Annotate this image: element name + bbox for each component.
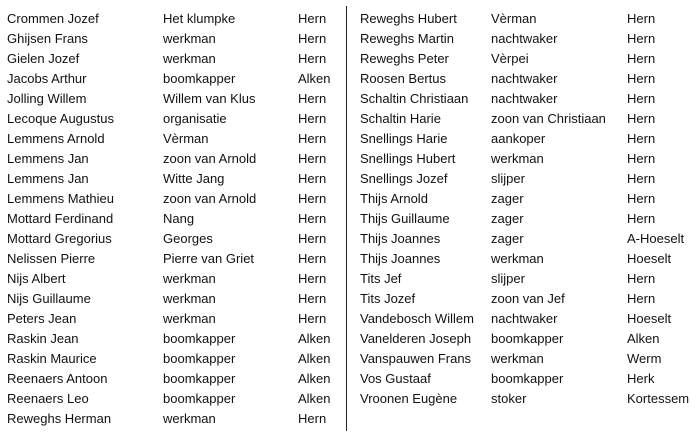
person-name-cell: Peters Jean	[7, 311, 77, 326]
person-name-cell: Reweghs Herman	[7, 411, 112, 426]
nickname-occupation-cell: werkman	[491, 251, 544, 266]
table-row	[353, 69, 698, 89]
person-name-cell: Mottard Ferdinand	[7, 211, 114, 226]
place-cell: Hern	[627, 111, 656, 126]
person-name-cell: Thijs Guillaume	[360, 211, 450, 226]
person-name-cell: Reweghs Martin	[360, 31, 454, 46]
nickname-occupation-cell: nachtwaker	[491, 31, 558, 46]
place-cell: Hern	[627, 131, 656, 146]
place-cell: Alken	[298, 391, 331, 406]
table-row	[0, 409, 345, 429]
table-row	[0, 89, 345, 109]
table-row	[0, 229, 345, 249]
left-name-table	[0, 9, 345, 429]
table-row	[0, 269, 345, 289]
place-cell: Hern	[627, 71, 656, 86]
place-cell: Hern	[627, 171, 656, 186]
table-row	[353, 369, 698, 389]
place-cell: Alken	[298, 371, 331, 386]
place-cell: Werm	[627, 351, 662, 366]
person-name-cell: Reenaers Leo	[7, 391, 89, 406]
person-name-cell: Reweghs Hubert	[360, 11, 457, 26]
person-name-cell: Vandebosch Willem	[360, 311, 474, 326]
nickname-occupation-cell: slijper	[491, 171, 525, 186]
place-cell: Hern	[627, 271, 656, 286]
place-cell: A-Hoeselt	[627, 231, 685, 246]
table-row	[0, 369, 345, 389]
nickname-occupation-cell: Willem van Klus	[163, 91, 256, 106]
person-name-cell: Jolling Willem	[7, 91, 87, 106]
place-cell: Hern	[298, 151, 327, 166]
place-cell: Herk	[627, 371, 655, 386]
table-row	[353, 149, 698, 169]
person-name-cell: Lemmens Jan	[7, 151, 89, 166]
nickname-occupation-cell: zager	[491, 191, 524, 206]
nickname-occupation-cell: boomkapper	[491, 371, 564, 386]
table-row	[0, 189, 345, 209]
place-cell: Hern	[298, 271, 327, 286]
nickname-occupation-cell: boomkapper	[163, 331, 236, 346]
place-cell: Alken	[298, 71, 331, 86]
place-cell: Hern	[298, 111, 327, 126]
table-row	[353, 209, 698, 229]
place-cell: Hern	[298, 171, 327, 186]
person-name-cell: Jacobs Arthur	[7, 71, 87, 86]
person-name-cell: Thijs Arnold	[360, 191, 428, 206]
table-row	[353, 189, 698, 209]
place-cell: Kortessem	[627, 391, 690, 406]
person-name-cell: Tits Jef	[360, 271, 402, 286]
person-name-cell: Tits Jozef	[360, 291, 416, 306]
table-row	[353, 289, 698, 309]
nickname-occupation-cell: zager	[491, 231, 524, 246]
nickname-occupation-cell: Georges	[163, 231, 213, 246]
nickname-occupation-cell: nachtwaker	[491, 311, 558, 326]
table-row	[0, 349, 345, 369]
person-name-cell: Lemmens Jan	[7, 171, 89, 186]
person-name-cell: Thijs Joannes	[360, 251, 441, 266]
person-name-cell: Thijs Joannes	[360, 231, 441, 246]
nickname-occupation-cell: zoon van Arnold	[163, 151, 257, 166]
table-row	[0, 249, 345, 269]
nickname-occupation-cell: werkman	[163, 51, 216, 66]
column-divider	[346, 6, 347, 431]
place-cell: Hern	[627, 91, 656, 106]
table-row	[0, 209, 345, 229]
table-row	[0, 29, 345, 49]
place-cell: Hern	[298, 291, 327, 306]
person-name-cell: Snellings Jozef	[360, 171, 448, 186]
nickname-occupation-cell: werkman	[163, 31, 216, 46]
person-name-cell: Nelissen Pierre	[7, 251, 96, 266]
table-row	[353, 249, 698, 269]
table-row	[0, 129, 345, 149]
person-name-cell: Vos Gustaaf	[360, 371, 431, 386]
person-name-cell: Vanelderen Joseph	[360, 331, 472, 346]
nickname-occupation-cell: zoon van Christiaan	[491, 111, 606, 126]
table-row	[353, 229, 698, 249]
place-cell: Hern	[298, 211, 327, 226]
table-row	[0, 149, 345, 169]
person-name-cell: Schaltin Christiaan	[360, 91, 469, 106]
nickname-occupation-cell: boomkapper	[163, 371, 236, 386]
table-row	[353, 309, 698, 329]
place-cell: Hoeselt	[627, 251, 672, 266]
table-row	[353, 109, 698, 129]
nickname-occupation-cell: boomkapper	[163, 71, 236, 86]
nickname-occupation-cell: stoker	[491, 391, 527, 406]
table-row	[353, 349, 698, 369]
table-row	[353, 389, 698, 409]
right-name-table	[353, 9, 698, 409]
person-name-cell: Schaltin Harie	[360, 111, 441, 126]
place-cell: Hern	[298, 11, 327, 26]
person-name-cell: Mottard Gregorius	[7, 231, 112, 246]
place-cell: Alken	[298, 331, 331, 346]
nickname-occupation-cell: slijper	[491, 271, 525, 286]
nickname-occupation-cell: werkman	[491, 351, 544, 366]
place-cell: Hern	[627, 191, 656, 206]
table-row	[0, 309, 345, 329]
table-row	[0, 389, 345, 409]
nickname-occupation-cell: zager	[491, 211, 524, 226]
nickname-occupation-cell: zoon van Arnold	[163, 191, 257, 206]
table-row	[353, 329, 698, 349]
person-name-cell: Ghijsen Frans	[7, 31, 88, 46]
person-name-cell: Snellings Hubert	[360, 151, 456, 166]
place-cell: Hoeselt	[627, 311, 672, 326]
nickname-occupation-cell: nachtwaker	[491, 71, 558, 86]
table-row	[0, 169, 345, 189]
person-name-cell: Crommen Jozef	[7, 11, 99, 26]
place-cell: Hern	[298, 251, 327, 266]
table-row	[353, 29, 698, 49]
place-cell: Hern	[298, 411, 327, 426]
nickname-occupation-cell: zoon van Jef	[491, 291, 565, 306]
table-row	[0, 49, 345, 69]
place-cell: Hern	[627, 211, 656, 226]
table-row	[0, 69, 345, 89]
place-cell: Hern	[627, 51, 656, 66]
table-row	[0, 329, 345, 349]
table-row	[353, 129, 698, 149]
person-name-cell: Vanspauwen Frans	[360, 351, 472, 366]
nickname-occupation-cell: organisatie	[163, 111, 227, 126]
table-row	[353, 9, 698, 29]
person-name-cell: Lemmens Mathieu	[7, 191, 114, 206]
place-cell: Hern	[298, 191, 327, 206]
place-cell: Hern	[627, 291, 656, 306]
nickname-occupation-cell: boomkapper	[163, 391, 236, 406]
person-name-cell: Snellings Harie	[360, 131, 448, 146]
table-row	[353, 89, 698, 109]
person-name-cell: Roosen Bertus	[360, 71, 446, 86]
place-cell: Hern	[298, 311, 327, 326]
table-row	[353, 49, 698, 69]
table-row	[0, 9, 345, 29]
nickname-occupation-cell: Vèrman	[491, 11, 537, 26]
table-row	[0, 289, 345, 309]
table-row	[353, 169, 698, 189]
place-cell: Hern	[627, 31, 656, 46]
nickname-occupation-cell: Vèrman	[163, 131, 209, 146]
nickname-occupation-cell: Witte Jang	[163, 171, 225, 186]
person-name-cell: Nijs Guillaume	[7, 291, 91, 306]
nickname-occupation-cell: werkman	[163, 271, 216, 286]
nickname-occupation-cell: boomkapper	[163, 351, 236, 366]
nickname-occupation-cell: aankoper	[491, 131, 546, 146]
person-name-cell: Reweghs Peter	[360, 51, 449, 66]
table-row	[353, 269, 698, 289]
nickname-occupation-cell: werkman	[491, 151, 544, 166]
person-name-cell: Lemmens Arnold	[7, 131, 105, 146]
place-cell: Hern	[298, 231, 327, 246]
nickname-occupation-cell: nachtwaker	[491, 91, 558, 106]
place-cell: Hern	[298, 91, 327, 106]
person-name-cell: Lecoque Augustus	[7, 111, 114, 126]
person-name-cell: Gielen Jozef	[7, 51, 80, 66]
person-name-cell: Raskin Jean	[7, 331, 79, 346]
place-cell: Hern	[627, 11, 656, 26]
nickname-occupation-cell: boomkapper	[491, 331, 564, 346]
nickname-occupation-cell: Vèrpei	[491, 51, 529, 66]
person-name-cell: Raskin Maurice	[7, 351, 97, 366]
nickname-occupation-cell: Nang	[163, 211, 195, 226]
place-cell: Hern	[298, 51, 327, 66]
nickname-occupation-cell: Pierre van Griet	[163, 251, 255, 266]
person-name-cell: Vroonen Eugène	[360, 391, 458, 406]
place-cell: Alken	[627, 331, 660, 346]
place-cell: Hern	[298, 131, 327, 146]
place-cell: Hern	[627, 151, 656, 166]
place-cell: Hern	[298, 31, 327, 46]
table-row	[0, 109, 345, 129]
person-name-cell: Reenaers Antoon	[7, 371, 108, 386]
nickname-occupation-cell: werkman	[163, 411, 216, 426]
nickname-occupation-cell: werkman	[163, 311, 216, 326]
nickname-occupation-cell: werkman	[163, 291, 216, 306]
place-cell: Alken	[298, 351, 331, 366]
person-name-cell: Nijs Albert	[7, 271, 66, 286]
nickname-occupation-cell: Het klumpke	[163, 11, 236, 26]
